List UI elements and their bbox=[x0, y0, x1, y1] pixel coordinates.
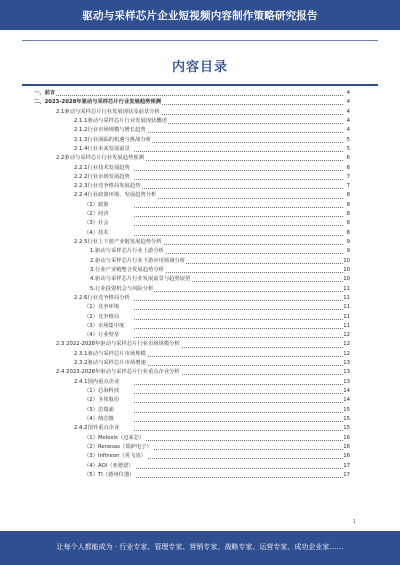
toc-leader-dots bbox=[134, 207, 343, 208]
toc-leader-dots bbox=[134, 319, 343, 320]
toc-entry-text: （4）技术 bbox=[84, 229, 110, 238]
toc-entry-text: 2.1.2行业市场规模与增长趋势 bbox=[74, 126, 147, 135]
footer-slogan: 让每个人都能成为 · 行业专家、管理专家、营销专家、战略专家、运营专家、成功企业家…… bbox=[56, 543, 344, 551]
toc-entry-page: 17 bbox=[343, 462, 350, 471]
toc-entry-text: 2.4.1国内重点企业 bbox=[74, 378, 120, 387]
toc-entry-page: 8 bbox=[343, 201, 350, 210]
toc-leader-dots bbox=[124, 160, 343, 161]
toc-entry-page: 8 bbox=[343, 210, 350, 219]
toc-leader-dots bbox=[134, 356, 343, 357]
toc-entry-page: 4 bbox=[343, 108, 350, 117]
toc-entry-page: 4 bbox=[343, 126, 350, 135]
toc-entry-text: （2）圣邦股份 bbox=[84, 396, 120, 405]
toc-entry-page: 8 bbox=[343, 191, 350, 200]
toc-entry-text: （3）思瑞浦 bbox=[84, 406, 115, 415]
toc-leader-dots bbox=[134, 402, 343, 403]
toc-leader-dots bbox=[134, 300, 343, 301]
toc-entry-text: 5.行业投资机会与风险分析 bbox=[90, 285, 154, 294]
toc-entry[interactable] bbox=[34, 191, 350, 200]
toc-entry[interactable] bbox=[34, 322, 350, 331]
toc-entry-page: 6 bbox=[343, 154, 350, 163]
toc-leader-dots bbox=[134, 291, 343, 292]
toc-entry-page: 12 bbox=[343, 350, 350, 359]
toc-entry[interactable] bbox=[34, 415, 350, 424]
toc-entry[interactable] bbox=[34, 331, 350, 340]
toc-entry-page: 12 bbox=[343, 331, 350, 340]
toc-entry[interactable] bbox=[34, 434, 350, 443]
toc-entry[interactable] bbox=[34, 266, 350, 275]
toc-leader-dots bbox=[134, 198, 343, 199]
toc-entry-page: 10 bbox=[343, 266, 350, 275]
toc-entry[interactable] bbox=[34, 387, 350, 396]
toc-entry[interactable] bbox=[34, 210, 350, 219]
toc-leader-dots bbox=[134, 179, 343, 180]
toc-entry-text: 2.1.3行业面临的机遇与挑战分析 bbox=[74, 136, 152, 145]
toc-leader-dots bbox=[134, 142, 343, 143]
toc-entry-page: 9 bbox=[343, 238, 350, 247]
toc-leader-dots bbox=[134, 170, 343, 171]
toc-entry-text: 2.2驱动与采样芯片行业发展趋势预测 bbox=[56, 154, 145, 163]
toc-entry-text: （4）行业壁垒 bbox=[84, 331, 120, 340]
toc-entry[interactable] bbox=[34, 452, 350, 461]
toc-entry-text: 2.1.4行业未来发展前景 bbox=[74, 145, 131, 154]
toc-entry-page: 8 bbox=[343, 219, 350, 228]
toc-entry-text: 4.驱动与采样芯片行业发展前景与趋势展望 bbox=[90, 275, 191, 284]
toc-entry-text: 2.1驱动与采样芯片行业发展现状及前景分析 bbox=[56, 108, 161, 117]
toc-entry-text: 2.4 2023-2028年驱动与采样芯片行业重点企业分析 bbox=[56, 368, 181, 377]
toc-entry-page: 4 bbox=[343, 117, 350, 126]
toc-entry-text: （3）Infineon（英飞凌） bbox=[84, 452, 147, 461]
toc-entry-page: 7 bbox=[343, 173, 350, 182]
toc-entry[interactable] bbox=[34, 238, 350, 247]
toc-entry-page: 17 bbox=[343, 471, 350, 480]
toc-leader-dots bbox=[134, 458, 343, 459]
toc-entry-page: 9 bbox=[343, 247, 350, 256]
toc-entry-page: 5 bbox=[343, 136, 350, 145]
toc-entry-page: 4 bbox=[343, 98, 350, 107]
toc-entry-text: 2.1.1驱动与采样芯片行业发展现状概述 bbox=[74, 117, 168, 126]
toc-entry[interactable] bbox=[34, 126, 350, 135]
toc-leader-dots bbox=[134, 365, 343, 366]
toc-entry-text: 2.4.2国外重点企业 bbox=[74, 424, 120, 433]
toc-leader-dots bbox=[134, 253, 343, 254]
toc-entry-text: 1.驱动与采样芯片行业上游分析 bbox=[90, 247, 165, 256]
toc-entry[interactable] bbox=[34, 406, 350, 415]
toc-leader-dots bbox=[134, 384, 343, 385]
toc-entry[interactable] bbox=[34, 359, 350, 368]
toc-leader-dots bbox=[134, 151, 343, 152]
toc-leader-dots bbox=[134, 328, 343, 329]
toc-heading: 内容目录 bbox=[171, 60, 228, 75]
toc-entry-text: 2.3.1驱动与采样芯片市场规模 bbox=[74, 350, 147, 359]
toc-entry-page: 5 bbox=[343, 145, 350, 154]
toc-entry[interactable] bbox=[34, 350, 350, 359]
table-of-contents bbox=[34, 89, 350, 480]
toc-entry-text: （1）Melexis（迈来芯） bbox=[84, 434, 145, 443]
toc-entry-text: 二、2023-2028年驱动与采样芯片行业发展趋势预测 bbox=[34, 98, 162, 107]
toc-leader-dots bbox=[134, 272, 343, 273]
toc-entry-page: 11 bbox=[343, 285, 350, 294]
toc-entry[interactable] bbox=[34, 285, 350, 294]
toc-entry[interactable] bbox=[34, 201, 350, 210]
toc-entry[interactable] bbox=[34, 173, 350, 182]
toc-entry-text: （2）竞争格局 bbox=[84, 313, 120, 322]
toc-entry[interactable] bbox=[34, 145, 350, 154]
toc-entry[interactable] bbox=[34, 303, 350, 312]
toc-entry-page: 6 bbox=[343, 164, 350, 173]
toc-entry-text: （2）经济 bbox=[84, 210, 110, 219]
page-number: 1 bbox=[352, 519, 356, 525]
toc-entry-page: 16 bbox=[343, 443, 350, 452]
toc-entry-page: 14 bbox=[343, 396, 350, 405]
toc-entry-page: 13 bbox=[343, 359, 350, 368]
toc-entry-text: （5）TI（德州仪器） bbox=[84, 471, 136, 480]
toc-leader-dots bbox=[134, 225, 343, 226]
toc-leader-dots bbox=[134, 244, 343, 245]
toc-entry-text: （1）竞争环境 bbox=[84, 303, 120, 312]
toc-entry-page: 16 bbox=[343, 434, 350, 443]
toc-entry-text: 2.2.5行业上下游产业链发展趋势分析 bbox=[74, 238, 163, 247]
toc-entry-page: 12 bbox=[343, 340, 350, 349]
toc-entry-page: 13 bbox=[343, 378, 350, 387]
toc-entry-text: 3.行业产业链整合发展趋势分析 bbox=[90, 266, 165, 275]
toc-entry-text: 一、前言 bbox=[34, 89, 56, 98]
toc-entry-page: 15 bbox=[343, 424, 350, 433]
toc-entry[interactable] bbox=[34, 154, 350, 163]
toc-leader-dots bbox=[134, 309, 343, 310]
toc-entry-page: 13 bbox=[343, 368, 350, 377]
toc-leader-dots bbox=[134, 468, 343, 469]
toc-entry[interactable] bbox=[34, 368, 350, 377]
toc-entry[interactable] bbox=[34, 108, 350, 117]
toc-leader-dots bbox=[134, 337, 343, 338]
toc-entry[interactable] bbox=[34, 164, 350, 173]
toc-entry[interactable] bbox=[34, 247, 350, 256]
toc-entry[interactable] bbox=[34, 117, 350, 126]
toc-leader-dots bbox=[134, 216, 343, 217]
toc-entry-text: （1）政策 bbox=[84, 201, 110, 210]
toc-entry[interactable] bbox=[34, 294, 350, 303]
toc-entry[interactable] bbox=[34, 229, 350, 238]
toc-entry-page: 7 bbox=[343, 182, 350, 191]
toc-entry[interactable] bbox=[34, 257, 350, 266]
toc-entry[interactable] bbox=[34, 424, 350, 433]
toc-leader-dots bbox=[134, 477, 343, 478]
toc-entry-page: 8 bbox=[343, 229, 350, 238]
toc-leader-dots bbox=[134, 132, 343, 133]
header-divider bbox=[22, 40, 378, 41]
toc-leader-dots bbox=[134, 421, 343, 422]
toc-leader-dots bbox=[134, 235, 343, 236]
toc-entry[interactable] bbox=[34, 462, 350, 471]
toc-entry[interactable] bbox=[34, 378, 350, 387]
toc-leader-dots bbox=[134, 188, 343, 189]
toc-entry-page: 4 bbox=[343, 89, 350, 98]
toc-entry-text: 2.2.1行业技术发展趋势 bbox=[74, 164, 131, 173]
toc-entry[interactable] bbox=[34, 313, 350, 322]
toc-entry[interactable] bbox=[34, 443, 350, 452]
toc-entry-text: （3）市场集中度 bbox=[84, 322, 125, 331]
toc-entry-text: 2.2.2行业市场发展趋势 bbox=[74, 173, 131, 182]
toc-leader-dots bbox=[134, 449, 343, 450]
toc-entry-text: （4）ADI（亚德诺） bbox=[84, 462, 135, 471]
toc-entry-text: 2.驱动与采样芯片行业下游应用领域分析 bbox=[90, 257, 186, 266]
toc-leader-dots bbox=[134, 440, 343, 441]
toc-entry-text: 2.3.2驱动与采样芯片市场增速 bbox=[74, 359, 147, 368]
report-title: 驱动与采样芯片企业短视频内容制作策略研究报告 bbox=[82, 10, 318, 22]
toc-entry[interactable] bbox=[34, 340, 350, 349]
toc-entry-text: 2.2.6行业竞争格局分析 bbox=[74, 294, 131, 303]
toc-entry-page: 15 bbox=[343, 415, 350, 424]
toc-entry[interactable] bbox=[34, 396, 350, 405]
toc-entry-text: （2）Renesas（瑞萨电子） bbox=[84, 443, 153, 452]
toc-entry-text: （3）社会 bbox=[84, 219, 110, 228]
toc-leader-dots bbox=[48, 95, 343, 96]
toc-entry-page: 10 bbox=[343, 275, 350, 284]
toc-leader-dots bbox=[134, 430, 343, 431]
toc-leader-dots bbox=[134, 393, 343, 394]
toc-leader-dots bbox=[134, 412, 343, 413]
toc-entry-page: 11 bbox=[343, 313, 350, 322]
toc-entry[interactable] bbox=[34, 275, 350, 284]
toc-entry-text: （4）纳芯微 bbox=[84, 415, 115, 424]
toc-entry[interactable] bbox=[34, 89, 350, 98]
toc-heading-divider bbox=[22, 84, 378, 86]
toc-entry-page: 16 bbox=[343, 452, 350, 461]
footer-bar bbox=[0, 531, 400, 565]
toc-entry-text: 2.3 2022-2028年驱动与采样芯片行业市场规模分析 bbox=[56, 340, 181, 349]
toc-entry-page: 15 bbox=[343, 406, 350, 415]
toc-entry[interactable] bbox=[34, 136, 350, 145]
toc-entry-text: （1）芯海科技 bbox=[84, 387, 120, 396]
toc-entry[interactable] bbox=[34, 219, 350, 228]
toc-entry-text: 2.2.3行业竞争格局发展趋势 bbox=[74, 182, 141, 191]
toc-entry-page: 11 bbox=[343, 303, 350, 312]
toc-entry[interactable] bbox=[34, 98, 350, 107]
toc-entry-page: 14 bbox=[343, 387, 350, 396]
toc-entry-page: 10 bbox=[343, 257, 350, 266]
toc-entry[interactable] bbox=[34, 182, 350, 191]
toc-entry-text: 2.2.4行业政策环境、发展趋势分析 bbox=[74, 191, 157, 200]
toc-entry[interactable] bbox=[34, 471, 350, 480]
toc-entry-page: 11 bbox=[343, 294, 350, 303]
toc-entry-page: 11 bbox=[343, 322, 350, 331]
header-bar bbox=[0, 0, 400, 30]
